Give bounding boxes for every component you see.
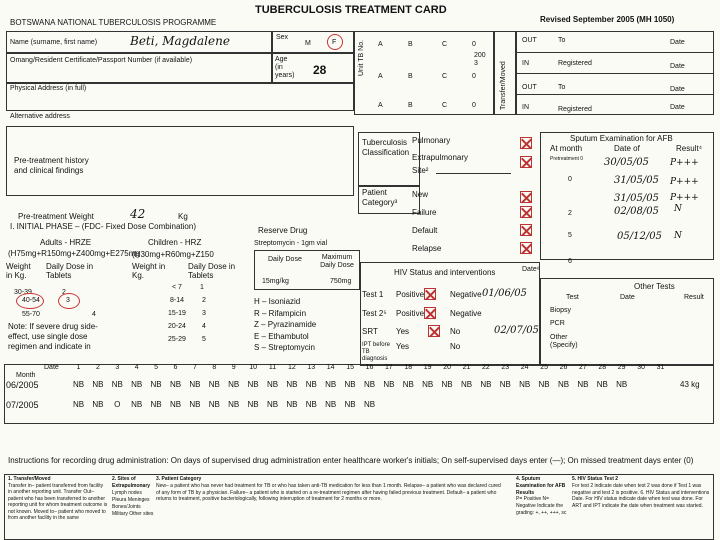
hiv-test2-positive: Positive	[396, 309, 425, 318]
sputum-row1-date[interactable]: 30/05/05	[604, 157, 649, 168]
adult-row2-weight: 40-54	[22, 297, 40, 304]
day-number: 11	[268, 364, 277, 371]
side-effect-note: Note: If severe drug side-effect, use single dose regimen and indicate in	[8, 322, 98, 351]
day-number: 30	[637, 364, 645, 371]
move-2-dir: IN	[522, 60, 529, 67]
unit-row2-c: C	[442, 73, 448, 80]
unit-tb-label: Unit TB No.	[358, 39, 365, 76]
day-mark[interactable]: NB	[189, 400, 201, 409]
sex-label: Sex	[276, 34, 289, 41]
weight-unit: Kg	[178, 212, 188, 221]
day-mark[interactable]: NB	[72, 400, 85, 409]
day-mark[interactable]: NB	[266, 380, 279, 389]
day-mark[interactable]: NB	[286, 380, 298, 389]
hiv-test2: Test 2⁵	[362, 309, 387, 318]
day-number: 18	[404, 364, 413, 371]
day-number: 19	[423, 364, 432, 371]
children-dose: (H30mg+R60mg+Z150	[132, 250, 214, 259]
hiv-test2-positive-checkbox[interactable]	[424, 307, 436, 319]
name-label: Name (surname, first name)	[10, 39, 98, 46]
other-tests-box	[540, 278, 714, 366]
move-1-to: To	[558, 37, 566, 44]
unit-row3-c: C	[442, 102, 448, 109]
revised-date: Revised September 2005 (MH 1050)	[540, 15, 675, 24]
day-number: 22	[481, 364, 490, 371]
day-number: 21	[462, 364, 471, 371]
hiv-srt-date[interactable]: 02/07/05	[494, 325, 539, 336]
category-relapse: Relapse	[412, 244, 442, 253]
transfer-divider-3	[516, 94, 714, 95]
sex-male[interactable]: M	[305, 40, 311, 47]
extrapulmonary-checkbox[interactable]	[520, 156, 532, 168]
sex-female[interactable]: F	[332, 39, 337, 46]
children-label: Children - HRZ	[148, 238, 202, 247]
program-name: BOTSWANA NATIONAL TUBERCULOSIS PROGRAMME	[10, 18, 217, 27]
day-number: 23	[501, 364, 510, 371]
transfer-divider-2	[516, 73, 714, 74]
day-number: 27	[578, 364, 587, 371]
move-3-dir: OUT	[522, 84, 537, 91]
sputum-row6-month: 6	[568, 258, 572, 265]
hiv-ipt-yes: Yes	[396, 342, 410, 351]
day-number: 26	[559, 364, 568, 371]
day-number: 13	[307, 364, 316, 371]
day-number: 5	[154, 364, 159, 371]
sputum-row2-month: 0	[568, 176, 572, 183]
child-row2-weight: 8-14	[170, 297, 185, 304]
sputum-row2-result[interactable]: P+++	[670, 177, 699, 187]
day-number: 17	[384, 364, 393, 371]
unit-row1-b: B	[408, 41, 413, 48]
sputum-row5-month: 5	[568, 232, 572, 239]
sputum-col-date: Date of	[614, 144, 640, 153]
footnote-1	[8, 476, 108, 522]
reserve-col-daily: Daily Dose	[268, 256, 302, 263]
day-mark[interactable]: NB	[325, 380, 337, 389]
legend-isoniazid: H – Isoniazid	[254, 297, 301, 306]
other-tests-col-test: Test	[566, 294, 579, 301]
row2-month[interactable]: 07/2005	[6, 400, 39, 410]
day-mark[interactable]: NB	[441, 380, 453, 389]
footnote-3-title: 3. Patient Category	[156, 476, 202, 482]
sputum-col-month: At month	[550, 144, 583, 153]
footnote-4	[516, 476, 570, 517]
reserve-daily-dose: 15mg/kg	[262, 278, 289, 285]
hiv-ipt-no: No	[450, 342, 461, 351]
day-mark[interactable]: NB	[596, 380, 608, 389]
child-row4-dose: 4	[202, 323, 206, 330]
day-mark[interactable]: NB	[169, 400, 182, 409]
day-mark[interactable]: NB	[305, 400, 317, 409]
move-2-to: Registered	[558, 60, 592, 67]
day-mark[interactable]: NB	[460, 380, 473, 389]
unit-row1-a: A	[378, 41, 383, 48]
move-1-date: Date	[670, 39, 685, 46]
other-tests-col-result: Result	[684, 294, 704, 301]
day-number: 4	[134, 364, 139, 371]
child-row4-weight: 20-24	[168, 323, 186, 330]
footnote-2-text: Lymph nodes Pleura Meninges Bones/Joints Military Other sites	[112, 490, 154, 517]
classification-label: Tuberculosis Classification	[362, 138, 410, 158]
child-row3-weight: 15-19	[168, 310, 186, 317]
pretreatment-label: Pre-treatment history and clinical findings	[14, 156, 89, 175]
day-number: 2	[95, 364, 100, 371]
day-mark[interactable]: NB	[538, 380, 550, 389]
sputum-row3-date[interactable]: 31/05/05	[614, 193, 659, 204]
extrapulmonary-label: Extrapulmonary	[412, 153, 469, 162]
adults-label: Adults - HRZE	[40, 238, 92, 247]
legend-pyrazinamide: Z – Pyrazinamide	[254, 320, 317, 330]
reserve-col-max: Maximum Daily Dose	[320, 254, 354, 270]
hiv-test1-positive: Positive	[396, 290, 425, 299]
day-number: 29	[617, 364, 626, 371]
day-number: 7	[192, 364, 197, 371]
category-default: Default	[412, 226, 438, 235]
day-mark[interactable]: NB	[286, 400, 298, 409]
day-mark[interactable]: NB	[92, 380, 104, 389]
hiv-srt-no: No	[450, 327, 461, 336]
move-4-dir: IN	[522, 104, 529, 111]
unit-row1-c: C	[442, 41, 448, 48]
adult-col-weight: Weight in Kg.	[6, 262, 31, 280]
footnote-5-text: For test 2 indicate date when test 2 was done if Test 1 was negative and test 2 is positive. 6. HIV Status and interventions Date. For HIV status indicate date when test was done. For ART and IPT indicate the date when treatment was started.	[572, 482, 710, 509]
move-2-date: Date	[670, 63, 685, 70]
age-label: Age (in years)	[275, 56, 295, 80]
sputum-row5-result[interactable]: N	[674, 231, 682, 241]
footnote-5-title: 5. HIV Status Test 2	[572, 476, 619, 482]
legend-ethambutol: E – Ethambutol	[254, 331, 309, 341]
pulmonary-checkbox[interactable]	[520, 137, 532, 149]
day-mark[interactable]: NB	[344, 380, 356, 389]
unit-row3-a: A	[378, 102, 383, 109]
adult-row3-dose: 4	[92, 311, 96, 318]
day-mark[interactable]: NB	[557, 380, 570, 389]
category-new: New	[412, 190, 429, 199]
day-number: 1	[76, 364, 81, 371]
alt-address-label: Alternative address	[10, 113, 70, 120]
child-row1-weight: < 7	[172, 284, 182, 291]
weight-label: Pre-treatment Weight	[18, 212, 94, 221]
category-default-checkbox[interactable]	[520, 224, 532, 236]
day-number: 25	[540, 364, 548, 371]
day-mark[interactable]: NB	[383, 380, 395, 389]
day-number: 14	[326, 364, 335, 371]
other-test-pcr: PCR	[550, 320, 565, 327]
hiv-srt-yes-checkbox[interactable]	[428, 325, 440, 337]
adults-dose: (H75mg+R150mg+Z400mg+E275mg	[8, 249, 140, 258]
unit-row2-b: B	[408, 73, 413, 80]
day-number: 12	[287, 364, 296, 371]
row1-note[interactable]: 43 kg	[680, 380, 700, 389]
footnote-4-text: P= Positive N= Negative Indicate the grading: +, ++, +++, sc	[516, 496, 567, 516]
hiv-srt-yes: Yes	[396, 327, 410, 336]
footnote-3	[156, 476, 506, 503]
move-4-to: Registered	[558, 106, 592, 113]
patient-name[interactable]: Beti, Magdalene	[130, 34, 230, 48]
id-label: Omang/Resident Certificate/Passport Number (if available)	[10, 57, 193, 64]
sputum-row1-month: Pretreatment 0	[550, 156, 584, 162]
hiv-test1-date[interactable]: 01/06/05	[482, 288, 527, 299]
day-mark[interactable]: NB	[228, 380, 240, 389]
legend-streptomycin: S – Streptomycin	[254, 343, 315, 353]
unit-row1-extra: 200 3	[474, 52, 486, 68]
hiv-test1: Test 1	[362, 290, 384, 299]
move-3-date: Date	[670, 86, 685, 93]
footnote-1-title: 1. Transfer/Moved	[8, 476, 51, 482]
adult-col-daily: Daily Dose in Tablets	[46, 262, 94, 280]
transfer-label: Transfer/Moved	[500, 61, 507, 110]
sputum-row2-date[interactable]: 31/05/05	[614, 175, 659, 186]
adult-row2-dose: 3	[66, 297, 70, 304]
day-mark[interactable]: NB	[422, 380, 434, 389]
category-label: Patient Category³	[362, 188, 398, 208]
sputum-row4-result[interactable]: N	[674, 204, 682, 214]
move-1-dir: OUT	[522, 37, 537, 44]
hiv-test1-negative: Negative	[450, 290, 482, 299]
initial-phase-title: I. INITIAL PHASE – (FDC- Fixed Dose Combination)	[10, 222, 196, 231]
hiv-title: HIV Status and interventions	[394, 268, 496, 277]
move-4-date: Date	[670, 104, 685, 111]
child-row5-weight: 25-29	[168, 336, 186, 343]
streptomycin-label: Streptomycin - 1gm vial	[254, 240, 328, 247]
day-number: 16	[365, 364, 374, 371]
day-mark[interactable]: NB	[111, 380, 123, 389]
weight-value[interactable]: 42	[130, 207, 146, 221]
daily-month-label: Month	[16, 372, 36, 379]
day-number: 10	[249, 364, 257, 371]
hiv-date-label: Date⁶	[522, 266, 540, 273]
other-test-biopsy: Biopsy	[550, 307, 572, 314]
day-mark[interactable]: NB	[247, 380, 259, 389]
day-number: 24	[520, 364, 529, 371]
sputum-row4-date[interactable]: 02/08/05	[614, 206, 659, 217]
day-mark[interactable]: O	[114, 400, 121, 409]
day-mark[interactable]: NB	[266, 400, 279, 409]
unit-row2-d: 0	[472, 73, 476, 80]
child-row3-dose: 3	[202, 310, 206, 317]
day-mark[interactable]: NB	[247, 400, 259, 409]
day-number: 8	[212, 364, 217, 371]
day-mark[interactable]: NB	[92, 400, 104, 409]
adult-row3-weight: 55-70	[22, 311, 40, 318]
day-mark[interactable]: NB	[72, 380, 85, 389]
other-tests-col-date: Date	[620, 294, 635, 301]
category-failure-checkbox[interactable]	[520, 206, 532, 218]
day-number: 15	[346, 364, 354, 371]
child-col-weight: Weight in Kg.	[132, 262, 166, 280]
day-mark[interactable]: NB	[228, 400, 240, 409]
day-mark[interactable]: NB	[402, 380, 414, 389]
unit-row3-d: 0	[472, 102, 476, 109]
hiv-ipt: IPT before TB diagnosis	[362, 342, 390, 363]
sputum-row1-result[interactable]: P+++	[670, 158, 699, 168]
adult-row1-weight: 30-39	[14, 289, 32, 296]
footnote-1-text: Transfer in– patient transferred from facility in another reporting unit. Transfer Out– patient who has been transferred to another reporting unit for whom treatment outcome is not known. Moved to– patient who moved to from another facility in the same	[8, 482, 108, 521]
footnote-3-text: New– a patient who has never had treatment for TB or who has taken anti-TB medication for less than 1 month. Relapse– a patient who was declared cured of any form of TB by a physician. Failure– a patient who is started on a re-treatment regimen after having failed previous treatment. Default– a patient who returns to treatment, positive bacteriologically, following interruption of treatment for 2 months or more.	[156, 482, 501, 503]
category-relapse-checkbox[interactable]	[520, 242, 532, 254]
card-title: TUBERCULOSIS TREATMENT CARD	[255, 4, 447, 16]
day-number: 28	[598, 364, 607, 371]
day-mark[interactable]: NB	[519, 380, 531, 389]
day-mark[interactable]: NB	[131, 400, 143, 409]
reserve-max-dose: 750mg	[330, 278, 352, 285]
day-mark[interactable]: NB	[305, 380, 317, 389]
site-label: Site²	[412, 166, 429, 175]
day-number: 20	[443, 364, 451, 371]
day-mark[interactable]: NB	[363, 380, 376, 389]
day-mark[interactable]: NB	[344, 400, 356, 409]
hiv-srt: SRT	[362, 327, 378, 336]
day-mark[interactable]: NB	[150, 400, 162, 409]
other-test-other: Other (Specify)	[550, 334, 578, 350]
site-line	[436, 173, 511, 174]
footnote-4-title: 4. Sputum Examination for AFB Results	[516, 476, 566, 496]
sputum-row5-date[interactable]: 05/12/05	[617, 231, 662, 242]
reserve-label: Reserve Drug	[258, 226, 308, 235]
pulmonary-label: Pulmonary	[412, 136, 451, 145]
day-mark[interactable]: NB	[499, 380, 511, 389]
address-label: Physical Address (in full)	[10, 85, 87, 92]
footnote-5	[572, 476, 712, 510]
sputum-row3-result[interactable]: P+++	[670, 193, 699, 203]
adult-row1-dose: 2	[62, 289, 66, 296]
day-number: 9	[231, 364, 236, 371]
day-mark[interactable]: NB	[208, 380, 220, 389]
unit-row1-d: 0	[472, 41, 476, 48]
sputum-col-result: Result⁴	[676, 144, 703, 153]
sputum-title: Sputum Examination for AFB	[570, 134, 673, 143]
sputum-row4-month: 2	[568, 210, 572, 217]
day-mark[interactable]: NB	[363, 400, 376, 409]
drug-legend	[254, 296, 316, 354]
child-row5-dose: 5	[202, 336, 206, 343]
day-mark[interactable]: NB	[208, 400, 220, 409]
age-value[interactable]: 28	[313, 63, 327, 77]
child-col-daily: Daily Dose in Tablets	[188, 262, 236, 280]
legend-rifampicin: R – Rifampicin	[254, 308, 307, 318]
day-mark[interactable]: NB	[577, 380, 589, 389]
hiv-test2-negative: Negative	[450, 309, 482, 318]
day-mark[interactable]: NB	[189, 380, 201, 389]
unit-row2-a: A	[378, 73, 383, 80]
child-row2-dose: 2	[202, 297, 206, 304]
day-number: 3	[115, 364, 120, 371]
day-mark[interactable]: NB	[616, 380, 628, 389]
footnote-2-title: 2. Sites of Extrapulmonary	[112, 476, 151, 489]
move-3-to: To	[558, 84, 566, 91]
row1-month[interactable]: 06/2005	[6, 380, 39, 390]
category-new-checkbox[interactable]	[520, 191, 532, 203]
day-mark[interactable]: NB	[325, 400, 337, 409]
other-tests-title: Other Tests	[634, 282, 675, 291]
child-row1-dose: 1	[200, 284, 204, 291]
day-mark[interactable]: NB	[169, 380, 182, 389]
day-mark[interactable]: NB	[131, 380, 143, 389]
day-mark[interactable]: NB	[150, 380, 162, 389]
transfer-divider-1	[516, 52, 714, 53]
unit-row3-b: B	[408, 102, 413, 109]
footnote-2	[112, 476, 154, 518]
daily-date-label: Date	[44, 364, 59, 371]
hiv-test1-positive-checkbox[interactable]	[424, 288, 436, 300]
day-number: 31	[656, 364, 665, 371]
day-mark[interactable]: NB	[480, 380, 492, 389]
category-failure: Failure	[412, 208, 437, 217]
instructions: Instructions for recording drug administration: On days of supervised drug administration enter healthcare worker's initials; On self-supervised days enter (—); On missed treatment days enter (0)	[8, 456, 694, 465]
day-number: 6	[173, 364, 178, 371]
